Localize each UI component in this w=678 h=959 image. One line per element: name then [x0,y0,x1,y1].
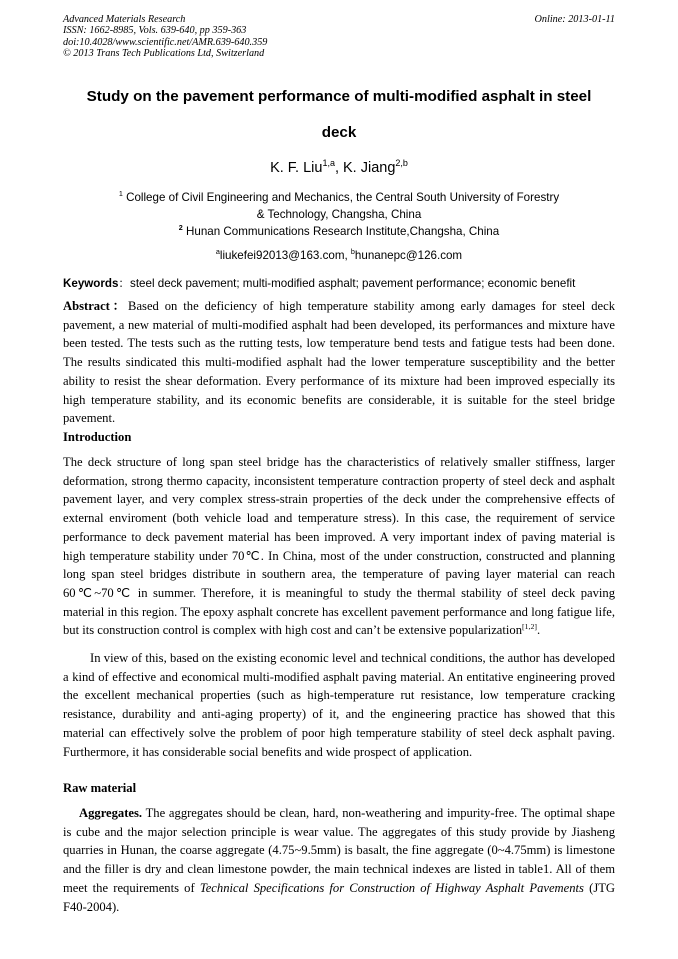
introduction-paragraph-1 [63,453,615,640]
doi-line: doi:10.4028/www.scientific.net/AMR.639-640.359 [63,36,268,48]
author-emails [0,249,678,262]
email-b[interactable]: hunanepc@126.com [354,249,463,262]
abstract [63,297,615,428]
aggregates-end: (JTG F40-2004). [63,880,616,914]
journal-name: Advanced Materials Research [63,14,186,25]
email-a[interactable]: liukefei92013@163.com, [219,249,351,262]
aggregates-paragraph [63,804,615,916]
paper-title-line2: deck [321,124,357,141]
affiliation-2-number: 2 [178,223,183,233]
journal-header [63,14,615,60]
affiliation-2 [0,225,678,238]
issn-line: ISSN: 1662-8985, Vols. 639-640, pp 359-363 [63,25,247,37]
author-1-affil: 1,a [322,158,335,169]
aggregates-label: Aggregates. [79,806,143,820]
author-1: K. F. Liu [270,160,323,176]
introduction-paragraph-2: In view of this, based on the existing economic level and technical conditions, the author has developed a kind of effective and economical multi-modified asphalt paving material. An entitative engineering proved the excellent mechanical properties (such as high-temperature rut resistance, low temperature cracking resistance, durability and anti-aging property) of it, and the engineering practice has showed that this material can effectively solve the problem of poor high temperature stability of steel deck asphalt paving. Furthermore, it has considerable social benefits and wide prospect of application. [63,651,615,759]
keywords-label: Keywords [63,277,119,290]
abstract-label: Abstract [63,299,110,313]
affiliation-2-text: Hunan Communications Research Institute,Changsha, China [182,225,500,238]
keywords-text: steel deck pavement; multi-modified asphalt; pavement performance; economic benefit [130,277,576,290]
raw-material-heading: Raw material [63,781,137,795]
introduction-heading: Introduction [63,430,132,444]
affiliation-1 [0,191,678,204]
keywords [63,275,615,291]
abstract-separator: ： [109,299,129,313]
aggregates-text: The aggregates should be clean, hard, non-weathering and impurity-free. The optimal shape is cube and the major selection principle is wear value. The aggregates of this study provide by Jiasheng quarries in Hunan, the coarse aggregate (4.75~9.5mm) is basalt, the fine aggregate (0~4.75mm) is limestone and the filler is dry and clean limestone powder, the main technical indexes are listed in table1. All of them meet the requirements of [63,806,615,895]
online-date: Online: 2013-01-11 [534,14,615,25]
author-separator: , [334,160,344,176]
affiliation-1-text: College of Civil Engineering and Mechanics, the Central South University of Forestry [122,191,560,204]
intro-p1-end: . [536,623,541,638]
intro-p1-text: The deck structure of long span steel bridge has the characteristics of relatively smaller stiffness, larger deformation, strong thermo capacity, inconsistent temperature contraction property of steel deck and asphalt pavement layer, and very complex stress-strain properties of the deck under the comprehensive effects of external enviroment (both vehicle load and temperature stress). In this case, the requirement of service performance to deck pavement material has been improved. A very important index of paving material is high temperature stability under 70℃. In China, most of the under construction, constructed and planning long span steel bridges distribute in southern area, the temperature of paving layer material can reach 60℃~70℃ in summer. Therefore, it is meaningful to study the thermal stability of steel deck paving material in this region. The epoxy asphalt concrete has excellent pavement performance and long fatigue life, but its construction control is complex with high cost and can’t be extensive popularization [63,455,615,638]
abstract-text: Based on the deficiency of high temperature stability among early damages for steel deck pavement, a new material of multi-modified asphalt had been developed, its performances and mixture have been tested. The tests such as the rutting tests, low temperature bend tests and fatigue tests had been done. The results sindicated this multi-modified asphalt had the lower temperature susceptibility and the better ability to resist the shear deformation. Every performance of its mixture had been improved especially its high temperature stability, and its economic benefits are considerable, it is suitable for the steel bridge pavement. [63,299,616,426]
authors [0,160,678,176]
copyright-line: © 2013 Trans Tech Publications Ltd, Switzerland [63,48,265,60]
aggregates-spec-title: Technical Specifications for Construction of Highway Asphalt Pavements [199,880,584,895]
email-a-mark: a [215,247,220,257]
author-2: K. Jiang [343,160,396,176]
affiliation-1-cont: & Technology, Changsha, China [256,208,422,221]
affiliation-1-number: 1 [118,189,123,199]
keywords-separator: ： [118,277,131,290]
citation-1-2[interactable]: [1,2] [522,622,537,632]
email-b-mark: b [350,247,355,257]
author-2-affil: 2,b [395,158,408,169]
paper-title-line1: Study on the pavement performance of multi-modified asphalt in steel [86,88,592,105]
